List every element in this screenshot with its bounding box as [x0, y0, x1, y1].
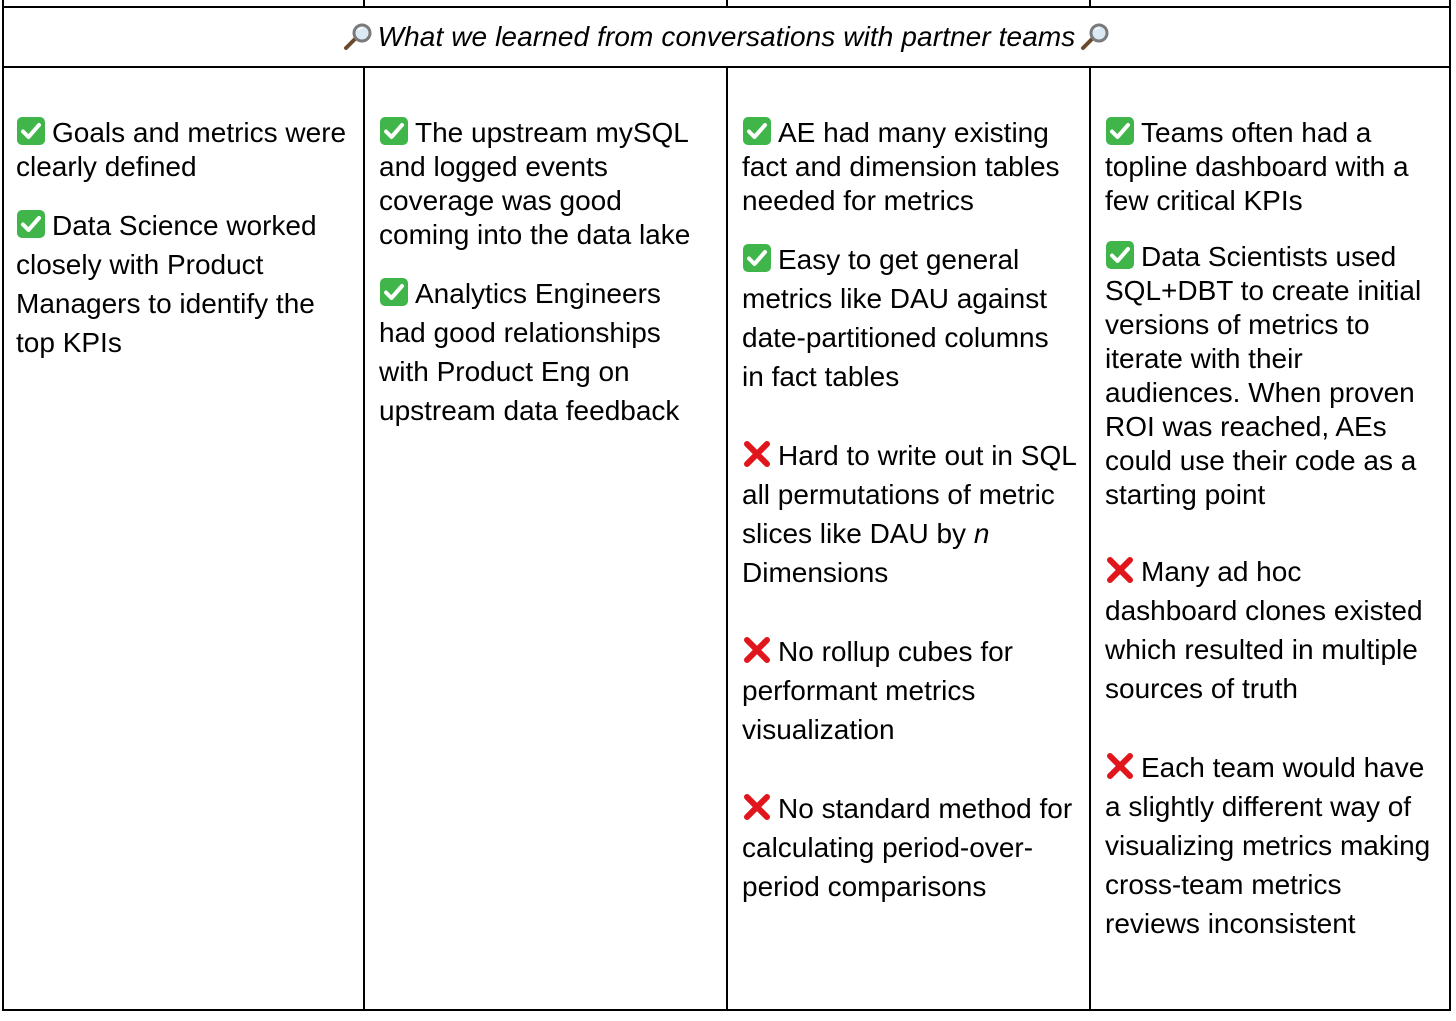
cross-icon — [742, 635, 772, 665]
check-icon — [1105, 240, 1135, 270]
finding-item: Data Scientists used SQL+DBT to create initial versions of metrics to iterate with their audiences. When proven ROI was reached, AEs could use their code as a starting point — [1105, 241, 1422, 510]
finding-item: Many ad hoc dashboard clones existed which resulted in multiple sources of truth — [1105, 556, 1423, 704]
check-icon — [16, 209, 46, 239]
finding-item: Teams often had a topline dashboard with a few critical KPIs — [1105, 117, 1409, 216]
finding-item: No rollup cubes for performant metrics visualization — [742, 636, 1014, 745]
cross-icon — [742, 439, 772, 469]
header-title: What we learned from conversations with partner teams — [377, 21, 1076, 52]
column-1 — [2, 66, 363, 1011]
finding-item: The upstream mySQL and logged events coverage was good coming into the data lake — [379, 117, 691, 250]
check-icon — [379, 277, 409, 307]
cross-icon — [742, 792, 772, 822]
column-4 — [1089, 66, 1451, 1011]
magnifying-glass-icon — [1079, 22, 1111, 52]
check-icon — [379, 116, 409, 146]
table-header — [2, 6, 1451, 68]
finding-item: Each team would have a slightly different way of visualizing metrics making cross-team metrics reviews inconsistent — [1105, 752, 1431, 939]
finding-item: Hard to write out in SQL all permutations of metric slices like DAU by n Dimensions — [742, 440, 1076, 588]
finding-item: No standard method for calculating period-over-period comparisons — [742, 793, 1073, 902]
check-icon — [742, 243, 772, 273]
finding-item: AE had many existing fact and dimension tables needed for metrics — [742, 117, 1060, 216]
findings-columns — [2, 66, 1451, 1011]
magnifying-glass-icon — [342, 22, 374, 52]
column-3 — [726, 66, 1089, 1011]
cross-icon — [1105, 751, 1135, 781]
finding-item: Analytics Engineers had good relationships with Product Eng on upstream data feedback — [379, 278, 680, 426]
check-icon — [742, 116, 772, 146]
finding-item: Goals and metrics were clearly defined — [16, 117, 347, 182]
check-icon — [16, 116, 46, 146]
finding-item: Data Science worked closely with Product Managers to identify the top KPIs — [16, 210, 317, 358]
cross-icon — [1105, 555, 1135, 585]
finding-item: Easy to get general metrics like DAU against date-partitioned columns in fact tables — [742, 244, 1049, 392]
check-icon — [1105, 116, 1135, 146]
column-2 — [363, 66, 726, 1011]
